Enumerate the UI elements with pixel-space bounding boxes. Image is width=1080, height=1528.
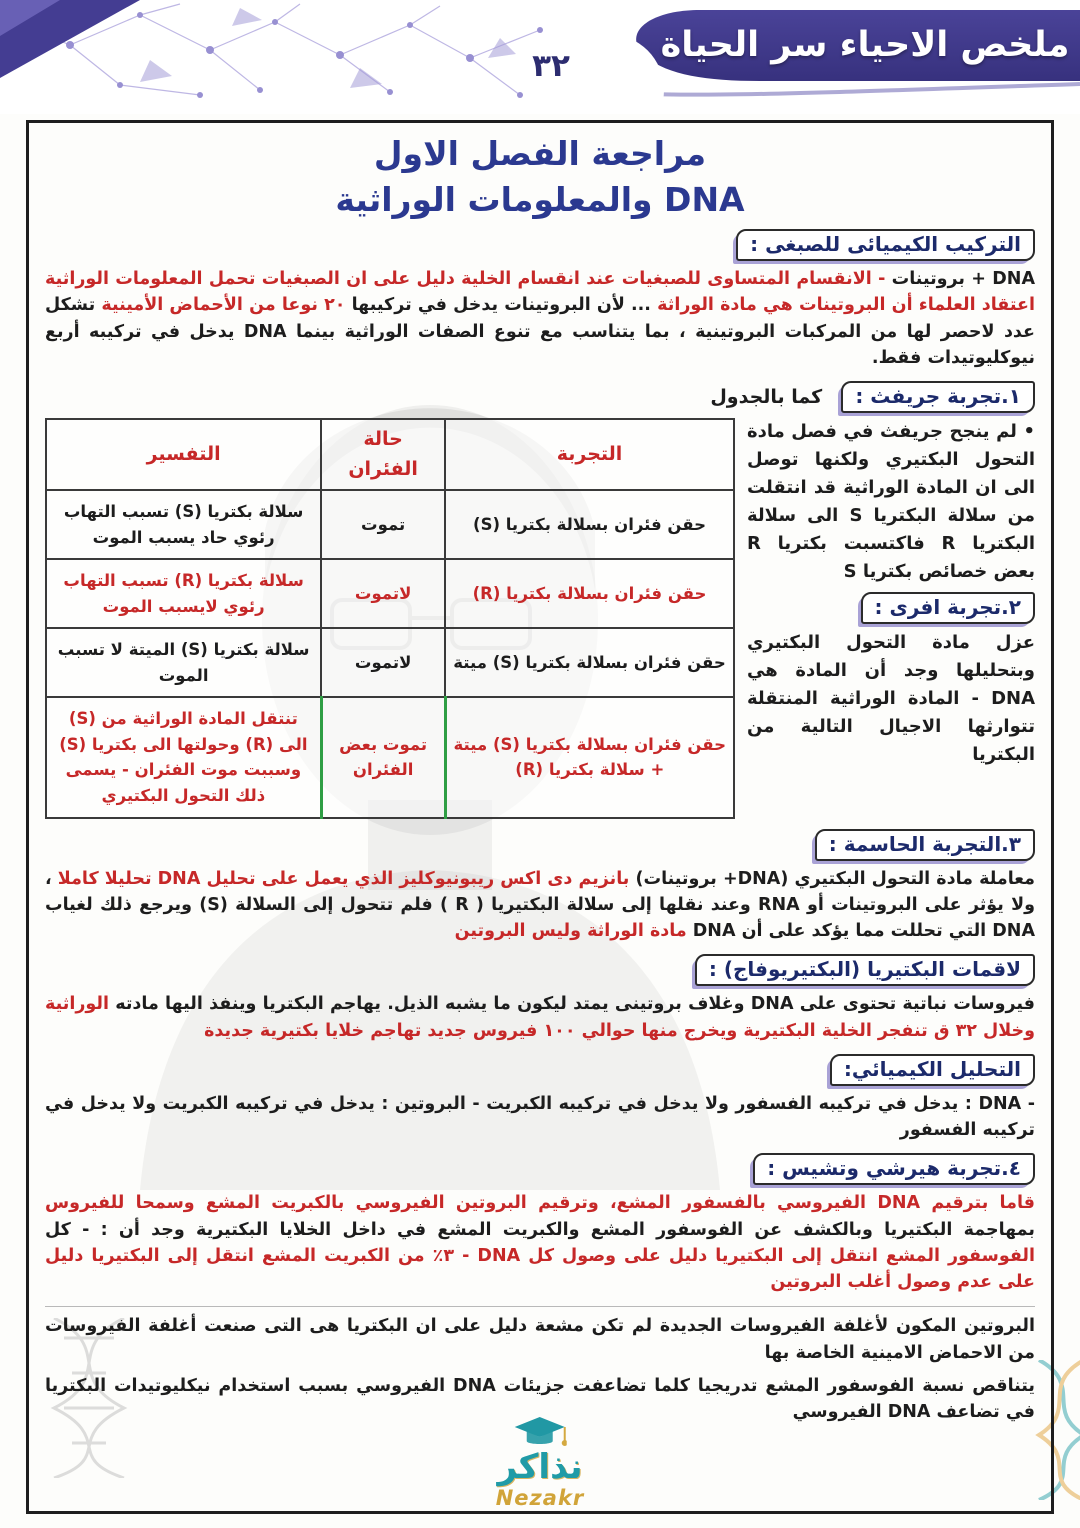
page-title — [45, 131, 1035, 222]
section-avery — [747, 592, 1035, 624]
header-title: ملخص الاحياء سر الحياة — [660, 25, 1070, 65]
text-segment: تشكل عدد لاحصر لها من المركبات البروتينية ، بما يتناسب مع تنوع الصفات الوراثية بينما DNA يدخل في تركيبه أربع نيوكليوتيدات فقط. — [45, 295, 1035, 368]
cell-mice: لاتموت — [321, 559, 445, 628]
avery-text: عزل مادة التحول البكتيري وبتحليلها وجد أن المادة هي DNA - المادة الوراثية المنتقلة تتوارثها الاجيال التالية من البكتريا — [747, 632, 1035, 765]
griffith-experiment-table — [45, 418, 735, 819]
text-segment: الفوسفور المشع انتقل إلى البكتيريا دليل على وصول كل DNA - ٣٪ من الكبريت المشع انتقل إلى البكتيريا دليل على عدم وصول أغلب البروتين — [45, 1245, 1035, 1293]
watermark-arabic: نذاكر — [497, 1446, 583, 1487]
cell-experiment: حقن فئران بسلالة بكتريا (S) ميتة — [445, 628, 734, 697]
table-header-experiment: التجربة — [445, 419, 734, 490]
sidebar — [747, 418, 1035, 776]
paragraph-phage — [45, 991, 1035, 1044]
watermark — [496, 1415, 585, 1510]
cell-explanation: سلالة بكتريا (R) تسبب التهاب رئوي لايسبب الموت — [46, 559, 321, 628]
text-segment: الوراثية وخلال ٣٢ ق تنفجر الخلية البكتيرية ويخرج منها حوالي ١٠٠ فيروس جديد تهاجم خلايا بكتيرية جديدة — [45, 994, 1035, 1041]
table-row — [46, 490, 734, 559]
paragraph-chemical-structure — [45, 266, 1035, 371]
page-title-line2: DNA والمعلومات الوراثية — [335, 179, 745, 219]
text-segment: مادة الوراثة وليس البروتين — [454, 921, 687, 942]
table-header-explanation: التفسير — [46, 419, 321, 490]
section-label-decisive: ٣.التجربة الحاسمة : — [815, 829, 1035, 861]
paragraph-chemical-analysis: - DNA : يدخل في تركيبه الفسفور ولا يدخل في تركيبه الكبريت - البروتين : يدخل في تركيبه الكبريت ولا يدخل في تركيبه الفسفور — [45, 1093, 1035, 1141]
section-label-chemical-analysis: التحليل الكيميائي: — [830, 1054, 1035, 1086]
griffith-table-note: كما بالجدول — [710, 386, 823, 409]
text-segment: ، ولا يؤثر على البروتينات أو RNA وعند نقلها إلى سلالة البكتيريا ( R ) فلم تتحول إلى السلالة (S) ويرجع ذلك لغياب DNA التي تحللت مما يؤكد على أن DNA — [45, 868, 1035, 942]
watermark-latin: Nezakr — [495, 1486, 585, 1510]
section-label-chemical-structure: التركيب الكيميائى للصبغى : — [736, 229, 1035, 261]
section-label-griffith: ١.تجربة جريفث : — [841, 381, 1035, 413]
griffith-content — [45, 418, 1035, 819]
text-segment: بمهاجمة البكتيريا وبالكشف عن الفوسفور المشع والكبريت المشع في داخل الخلايا البكتيرية وجد أن : - كل — [45, 1219, 1035, 1240]
section-hershey — [45, 1153, 1035, 1185]
section-decisive — [45, 829, 1035, 861]
section-label-phage: لاقمات البكتيريا (البكتيريوفاج) : — [695, 954, 1035, 986]
section-chemical-structure — [45, 229, 1035, 261]
divider — [45, 1306, 1035, 1307]
cell-experiment: حقن فئران بسلالة بكتريا (R) — [445, 559, 734, 628]
main-frame — [26, 120, 1054, 1514]
text-segment: معاملة مادة التحول البكتيري (DNA+ بروتينات) — [629, 868, 1035, 889]
table-row — [46, 628, 734, 697]
text-segment: تحليلا كاملا — [51, 868, 152, 889]
text-segment: فيروسات نباتية تحتوى على DNA وغلاف بروتينى يمتد ليكون ما يشبه الذيل. يهاجم البكتريا وينفذ اليها مادته — [108, 994, 1035, 1015]
table-row — [46, 697, 734, 817]
table-row — [46, 559, 734, 628]
text-segment: - الانقسام المتساوى للصبغيات عند انقسام الخلية دليل على ان الصبغيات تحمل المعلومات الوراثية — [45, 269, 886, 290]
paragraph-phosphorus-note: يتناقص نسبة الفوسفور المشع تدريجيا كلما تضاعفت جزيئات DNA الفيروسي بسبب استخدام نيكليوتيدات البكتريا في تضاعف DNA الفيروسي — [45, 1375, 1036, 1423]
table-wrap — [45, 418, 735, 819]
cell-explanation: سلالة بكتريا (S) الميتة لا تسبب الموت — [46, 628, 321, 697]
text-segment: ... لأن البروتينات يدخل في تركيبها — [345, 295, 651, 316]
text-segment: ٢٠ نوعا من الأحماض الأمينية — [95, 295, 346, 316]
cell-experiment: حقن فئران بسلالة بكتريا (S) ميتة + سلالة بكتريا (R) — [445, 697, 734, 817]
cell-mice: تموت — [321, 490, 445, 559]
graduation-cap-icon — [513, 1415, 567, 1449]
table-header-mice: حالة الفئران — [321, 419, 445, 490]
cell-experiment: حقن فئران بسلالة بكتريا (S) — [445, 490, 734, 559]
text-segment: بانزيم دى اكس ريبونيوكليز الذي يعمل على تحليل DNA — [151, 868, 630, 889]
paragraph-protein-note: البروتين المكون لأغلفة الفيروسات الجديدة لم تكن مشعة دليل على ان البكتريا هى التى صنعت أغلفة الفيروسات من الاحماض الامينية الخاصة بها — [45, 1316, 1035, 1363]
text-segment: DNA + بروتينات — [885, 269, 1035, 290]
paragraph-hershey — [45, 1190, 1035, 1295]
cell-explanation: تنتقل المادة الوراثية من (S) الى (R) وحولتها الى بكتريا (S) وسببت موت الفئران - يسمى ذلك التحول البكتيري — [46, 697, 321, 817]
section-phage — [45, 954, 1035, 986]
cell-explanation: سلالة بكتريا (S) تسبب التهاب رئوي حاد يسبب الموت — [46, 490, 321, 559]
text-segment: اعتقاد العلماء أن البروتينات هي مادة الوراثة — [650, 295, 1035, 316]
section-chemical-analysis — [45, 1054, 1035, 1086]
section-label-hershey: ٤.تجربة هيرشي وتشيس : — [753, 1153, 1035, 1185]
section-griffith — [45, 381, 1035, 413]
cell-mice: لاتموت — [321, 628, 445, 697]
griffith-result-text: • لم ينجح جريفث في فصل مادة التحول البكتيري ولكنها توصل الى ان المادة الوراثية قد انتقلت من سلالة البكتريا S الى سلالة البكتريا R فاكتسبت بكتريا R بعض خصائص بكتريا S — [747, 421, 1036, 582]
section-label-avery: ٢.تجربة افرى : — [861, 592, 1035, 624]
cell-mice: تموت بعض الفئران — [321, 697, 445, 817]
table-header-row — [46, 419, 734, 490]
paragraph-decisive — [45, 866, 1035, 945]
page-number: ٣٢ — [532, 48, 570, 84]
text-segment: قاما بترقيم DNA الفيروسي بالفسفور المشع، وترقيم البروتين الفيروسي بالكبريت المشع وسمحا للفيروس — [45, 1193, 1035, 1214]
page-header — [0, 0, 1080, 114]
page-title-line1: مراجعة الفصل الاول — [373, 134, 707, 173]
